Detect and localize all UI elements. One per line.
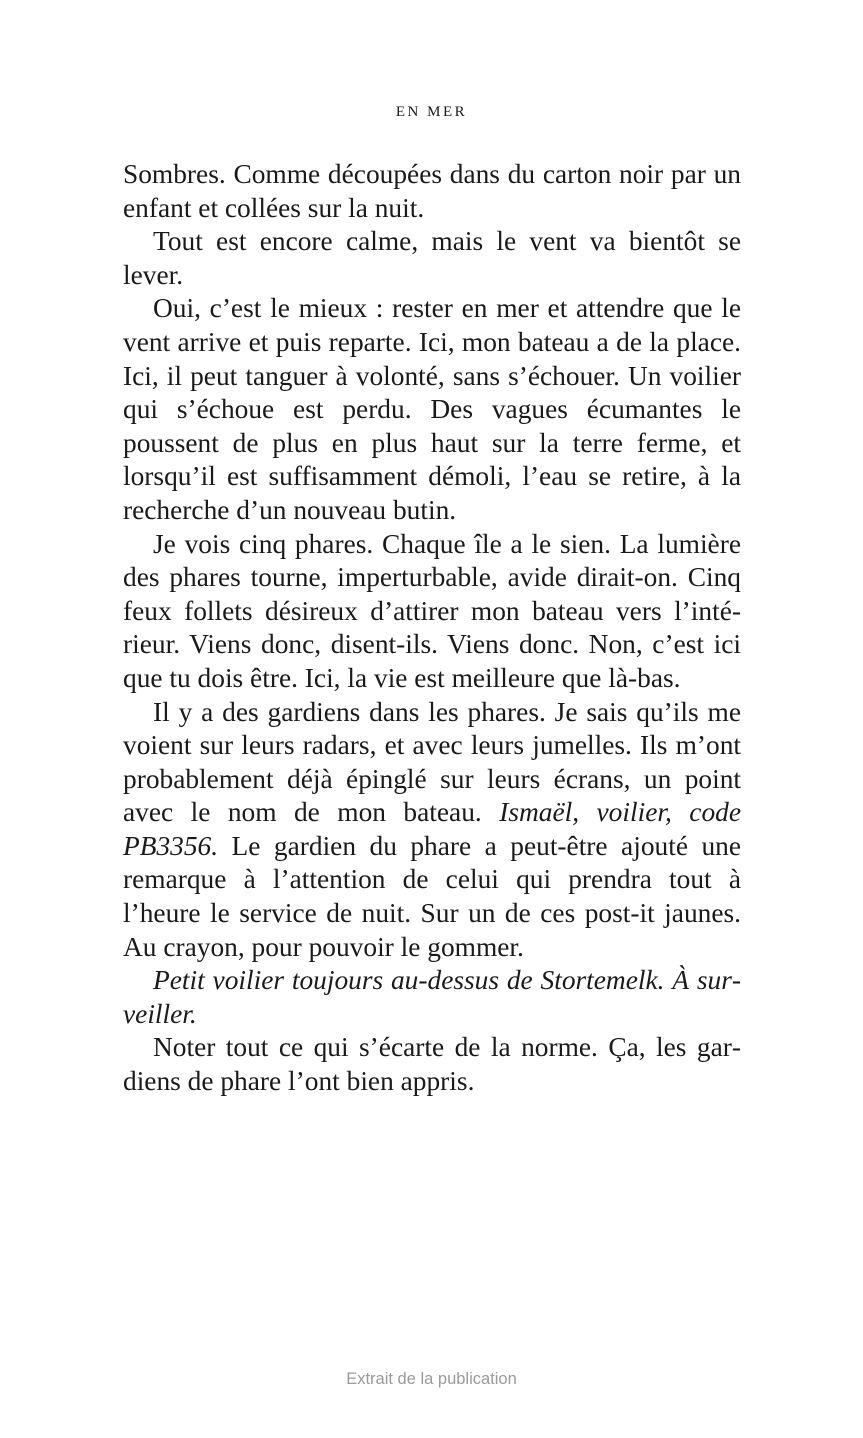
boat-name-italic: Ismaël, voilier, code PB3356. xyxy=(123,797,741,861)
running-head: EN MER xyxy=(395,104,468,120)
paragraph-4: Je vois cinq phares. Chaque île a le sien. La lumière des phares tourne, imperturbable, avide dirait-on. Cinq feux follets désireux d’attirer mon bateau vers l’intérieur. Viens donc, disent-ils. Viens donc. Non, c’est ici que tu dois être. Ici, la vie est meilleure que là-bas. xyxy=(123,528,741,693)
paragraph-2: Tout est encore calme, mais le vent va bientôt se lever. xyxy=(123,226,741,290)
paragraph-6 xyxy=(123,964,741,1031)
paragraph-5-text-start: Il y a des gardiens dans les phares. Je sais qu’ils me voient sur leurs radars, et avec leurs jumelles. Ils m’ont probablement déjà épinglé sur leurs écrans, un point avec le nom de mon bateau. xyxy=(123,696,741,828)
body-text xyxy=(123,158,741,1099)
paragraph-5 xyxy=(123,696,741,965)
note-italic: Petit voilier toujours au-dessus de Stortemelk. À surveiller. xyxy=(123,965,741,1029)
paragraph-7: Noter tout ce qui s’écarte de la norme. Ça, les gardiens de phare l’ont bien appris. xyxy=(123,1032,741,1097)
publication-excerpt-link[interactable]: Extrait de la publication xyxy=(346,1370,517,1388)
paragraph-3: Oui, c’est le mieux : rester en mer et attendre que le vent arrive et puis reparte. Ici, mon bateau a de la place. Ici, il peut tanguer à volonté, sans s’échouer. Un voilier qui s’échoue est perdu. Des vagues écumantes le poussent de plus en plus haut sur la terre ferme, et lorsqu’il est suffisamment démoli, l’eau se retire, à la recherche d’un nouveau butin. xyxy=(123,293,741,525)
paragraph-1: Sombres. Comme découpées dans du carton noir par un enfant et collées sur la nuit. xyxy=(123,159,741,223)
paragraph-5-text-end: Le gardien du phare a peut-être ajouté une remarque à l’attention de celui qui prendra tout à l’heure le service de nuit. Sur un de ces post-it jaunes. Au crayon, pour pouvoir le gommer. xyxy=(123,830,741,962)
